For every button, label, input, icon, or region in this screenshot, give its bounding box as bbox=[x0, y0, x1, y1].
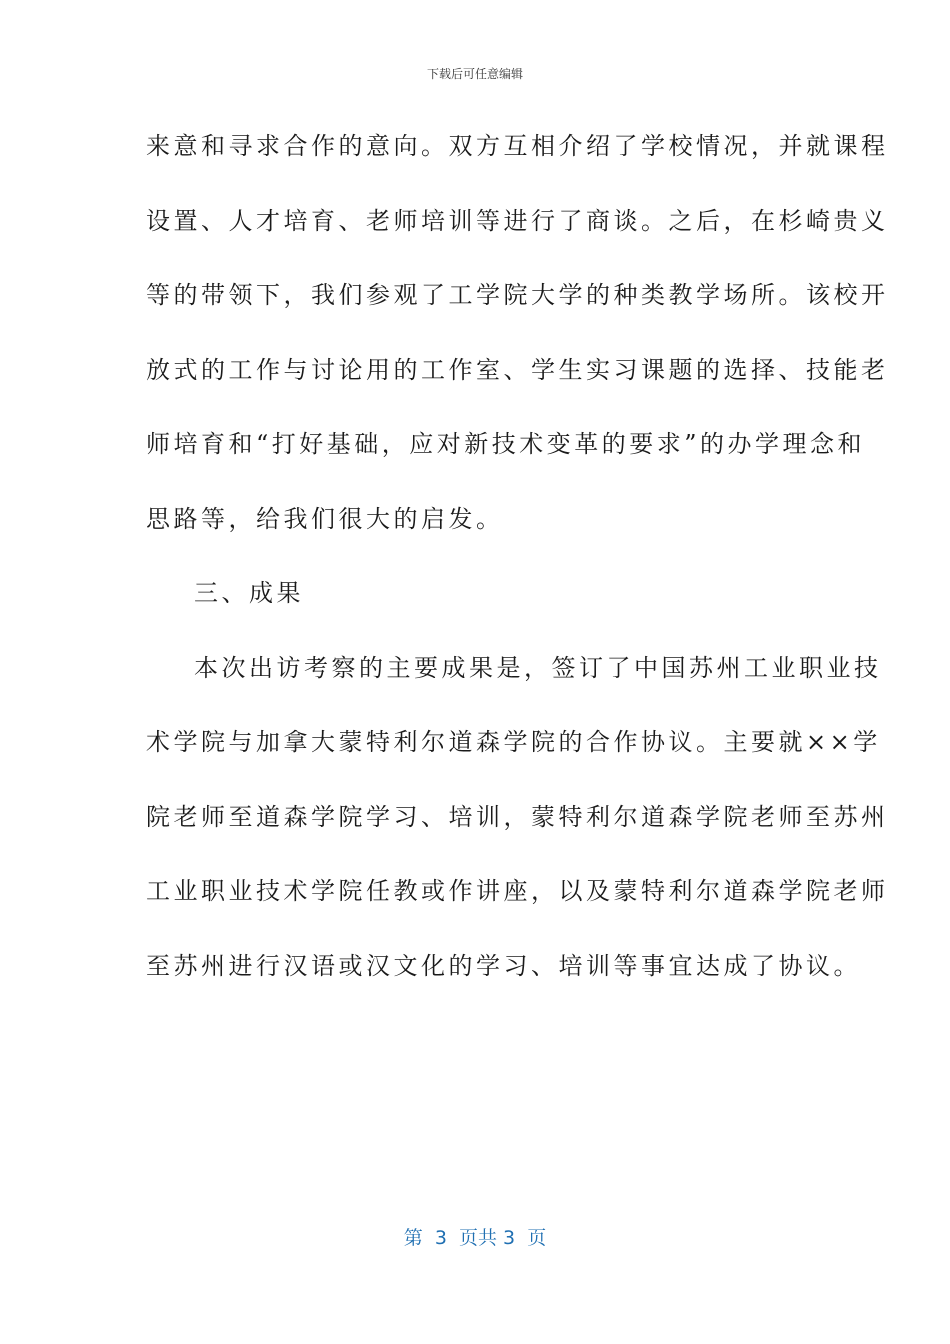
text-line: 来意和寻求合作的意向。双方互相介绍了学校情况，并就课程 bbox=[146, 132, 889, 160]
document-body bbox=[146, 118, 889, 1012]
section-heading: 三、成果 bbox=[194, 579, 304, 607]
text-line: 术学院与加拿大蒙特利尔道森学院的合作协议。主要就××学 bbox=[146, 728, 881, 756]
text-line: 放式的工作与讨论用的工作室、学生实习课题的选择、技能老 bbox=[146, 355, 889, 384]
page-number-footer: 第 3 页共 3 页 bbox=[403, 1227, 547, 1249]
text-line: 工业职业技术学院任教或作讲座，以及蒙特利尔道森学院老师 bbox=[146, 877, 889, 905]
text-line: 思路等，给我们很大的启发。 bbox=[146, 504, 504, 533]
text-line: 本次出访考察的主要成果是，签订了中国苏州工业职业技 bbox=[194, 653, 882, 682]
text-line: 院老师至道森学院学习、培训，蒙特利尔道森学院老师至苏州 bbox=[146, 802, 889, 831]
text-line: 师培育和“打好基础，应对新技术变革的要求”的办学理念和 bbox=[146, 430, 866, 458]
text-line: 至苏州进行汉语或汉文化的学习、培训等事宜达成了协议。 bbox=[146, 951, 861, 980]
page-header: 下载后可任意编辑 bbox=[426, 67, 523, 81]
text-line: 等的带领下，我们参观了工学院大学的种类教学场所。该校开 bbox=[146, 281, 889, 309]
text-line: 设置、人才培育、老师培训等进行了商谈。之后，在杉崎贵义 bbox=[146, 206, 889, 235]
